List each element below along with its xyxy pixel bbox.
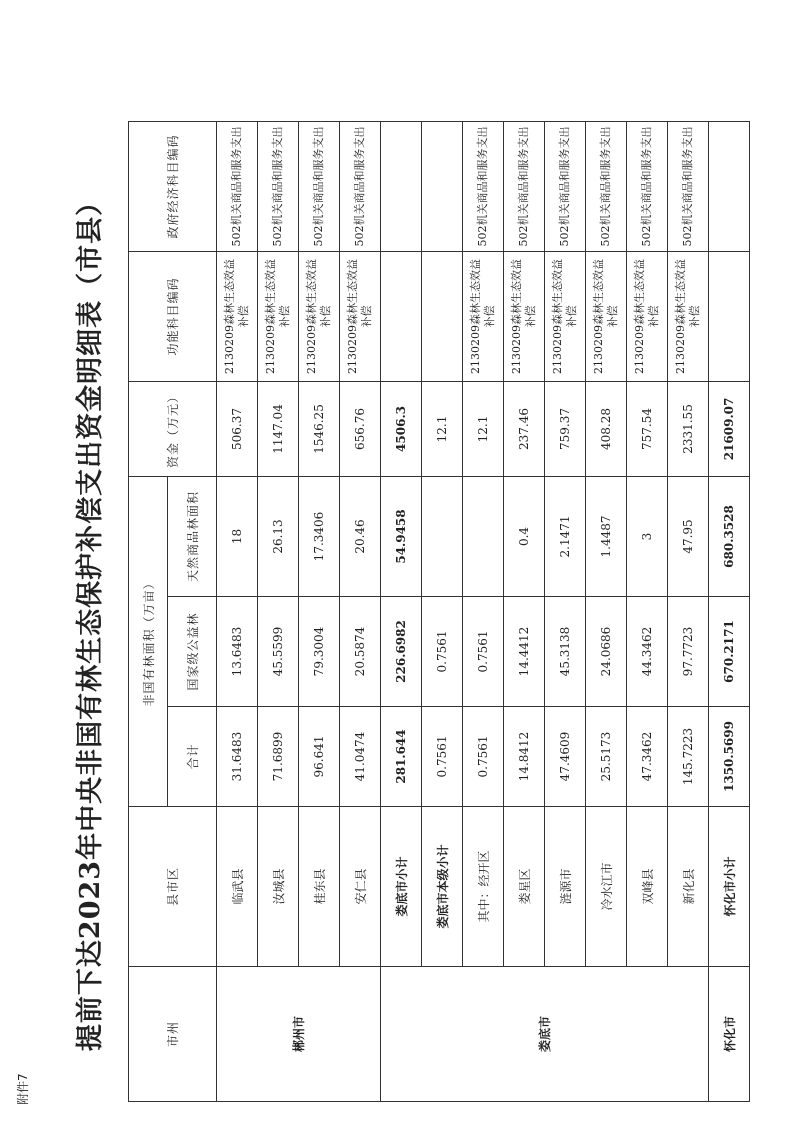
table-row: [668, 121, 709, 1101]
natural-cell: 0.4: [504, 476, 545, 596]
table-row: [463, 121, 504, 1101]
funds-cell: 656.76: [340, 381, 381, 476]
natural-cell: 2.1471: [545, 476, 586, 596]
total-cell: 31.6483: [217, 707, 258, 807]
header-national: 国家级公益林: [168, 597, 217, 707]
national-cell: 44.3462: [627, 597, 668, 707]
table-row: [586, 121, 627, 1101]
total-cell: 47.3462: [627, 707, 668, 807]
econ-code-cell: 502机关商品和服务支出: [545, 121, 586, 251]
county-cell: 娄星区: [504, 807, 545, 967]
econ-code-cell: [422, 121, 463, 251]
table-row: [627, 121, 668, 1101]
county-cell: 娄底市本级小计: [422, 807, 463, 967]
funds-cell: 506.37: [217, 381, 258, 476]
table-row: [340, 121, 381, 1101]
national-cell: 20.5874: [340, 597, 381, 707]
natural-cell: 26.13: [258, 476, 299, 596]
page-title-wrap: [68, 148, 108, 1090]
funds-cell: 757.54: [627, 381, 668, 476]
econ-code-cell: 502机关商品和服务支出: [668, 121, 709, 251]
county-cell: 安仁县: [340, 807, 381, 967]
table-row-subtotal: [709, 121, 750, 1101]
table-row-subtotal: [381, 121, 422, 1101]
total-cell: 14.8412: [504, 707, 545, 807]
attachment-label: 附件7: [16, 1073, 30, 1105]
header-area-group: 非国有林面积（万亩）: [129, 476, 168, 806]
county-cell: 涟源市: [545, 807, 586, 967]
total-cell: 25.5173: [586, 707, 627, 807]
city-cell-huaihua: 怀化市: [709, 967, 750, 1102]
header-natural: 天然商品林面积: [168, 476, 217, 596]
natural-cell: [422, 476, 463, 596]
table-row: [299, 121, 340, 1101]
total-cell: 47.4609: [545, 707, 586, 807]
natural-cell: 3: [627, 476, 668, 596]
econ-code-cell: [381, 121, 422, 251]
total-cell: 281.644: [381, 707, 422, 807]
econ-code-cell: 502机关商品和服务支出: [258, 121, 299, 251]
econ-code-cell: 502机关商品和服务支出: [586, 121, 627, 251]
header-total: 合计: [168, 707, 217, 807]
county-cell: 桂东县: [299, 807, 340, 967]
total-cell: 41.0474: [340, 707, 381, 807]
funds-cell: 759.37: [545, 381, 586, 476]
county-cell: 双峰县: [627, 807, 668, 967]
func-code-cell: 2130209森林生态效益补偿: [504, 251, 545, 381]
econ-code-cell: 502机关商品和服务支出: [627, 121, 668, 251]
funds-cell: 12.1: [463, 381, 504, 476]
city-cell-chenzhou: 郴州市: [217, 967, 381, 1102]
funds-cell: 1147.04: [258, 381, 299, 476]
func-code-cell: 2130209森林生态效益补偿: [668, 251, 709, 381]
header-funds: 资金（万元）: [129, 381, 217, 476]
natural-cell: 47.95: [668, 476, 709, 596]
econ-code-cell: 502机关商品和服务支出: [217, 121, 258, 251]
econ-code-cell: 502机关商品和服务支出: [463, 121, 504, 251]
national-cell: 0.7561: [422, 597, 463, 707]
func-code-cell: 2130209森林生态效益补偿: [340, 251, 381, 381]
total-cell: 96.641: [299, 707, 340, 807]
func-code-cell: 2130209森林生态效益补偿: [463, 251, 504, 381]
func-code-cell: 2130209森林生态效益补偿: [545, 251, 586, 381]
econ-code-cell: [709, 121, 750, 251]
funds-cell: 4506.3: [381, 381, 422, 476]
county-cell: 临武县: [217, 807, 258, 967]
func-code-cell: 2130209森林生态效益补偿: [627, 251, 668, 381]
national-cell: 226.6982: [381, 597, 422, 707]
total-cell: 1350.5699: [709, 707, 750, 807]
funds-cell: 408.28: [586, 381, 627, 476]
table-row: [217, 121, 258, 1101]
natural-cell: 20.46: [340, 476, 381, 596]
table-row: [545, 121, 586, 1101]
county-cell: 冷水江市: [586, 807, 627, 967]
national-cell: 24.0686: [586, 597, 627, 707]
header-county: 县市区: [129, 807, 217, 967]
national-cell: 670.2171: [709, 597, 750, 707]
funds-cell: 237.46: [504, 381, 545, 476]
table-row-subtotal: [422, 121, 463, 1101]
county-cell: 新化县: [668, 807, 709, 967]
func-code-cell: [381, 251, 422, 381]
national-cell: 13.6483: [217, 597, 258, 707]
national-cell: 0.7561: [463, 597, 504, 707]
econ-code-cell: 502机关商品和服务支出: [299, 121, 340, 251]
func-code-cell: 2130209森林生态效益补偿: [586, 251, 627, 381]
funds-detail-table: [128, 121, 750, 1102]
natural-cell: 680.3528: [709, 476, 750, 596]
page-title: 提前下达2023年中央非国有林生态保护补偿支出资金明细表（市县）: [75, 187, 107, 1051]
table-row: [504, 121, 545, 1101]
header-econ-code: 政府经济科目编码: [129, 121, 217, 251]
func-code-cell: 2130209森林生态效益补偿: [299, 251, 340, 381]
county-cell: 汝城县: [258, 807, 299, 967]
city-cell-loudi: 娄底市: [381, 967, 709, 1102]
header-city: 市州: [129, 967, 217, 1102]
funds-cell: 2331.55: [668, 381, 709, 476]
county-cell: 娄底市小计: [381, 807, 422, 967]
national-cell: 97.7723: [668, 597, 709, 707]
county-cell: 其中：经开区: [463, 807, 504, 967]
func-code-cell: 2130209森林生态效益补偿: [258, 251, 299, 381]
natural-cell: [463, 476, 504, 596]
total-cell: 0.7561: [422, 707, 463, 807]
natural-cell: 18: [217, 476, 258, 596]
total-cell: 71.6899: [258, 707, 299, 807]
natural-cell: 1.4487: [586, 476, 627, 596]
total-cell: 0.7561: [463, 707, 504, 807]
table-row: [258, 121, 299, 1101]
econ-code-cell: 502机关商品和服务支出: [504, 121, 545, 251]
national-cell: 14.4412: [504, 597, 545, 707]
func-code-cell: 2130209森林生态效益补偿: [217, 251, 258, 381]
funds-cell: 1546.25: [299, 381, 340, 476]
national-cell: 79.3004: [299, 597, 340, 707]
func-code-cell: [709, 251, 750, 381]
county-cell: 怀化市小计: [709, 807, 750, 967]
national-cell: 45.3138: [545, 597, 586, 707]
funds-cell: 21609.07: [709, 381, 750, 476]
func-code-cell: [422, 251, 463, 381]
natural-cell: 54.9458: [381, 476, 422, 596]
funds-cell: 12.1: [422, 381, 463, 476]
header-func-code: 功能科目编码: [129, 251, 217, 381]
total-cell: 145.7223: [668, 707, 709, 807]
national-cell: 45.5599: [258, 597, 299, 707]
rotated-table-canvas: [128, 122, 748, 1102]
natural-cell: 17.3406: [299, 476, 340, 596]
econ-code-cell: 502机关商品和服务支出: [340, 121, 381, 251]
